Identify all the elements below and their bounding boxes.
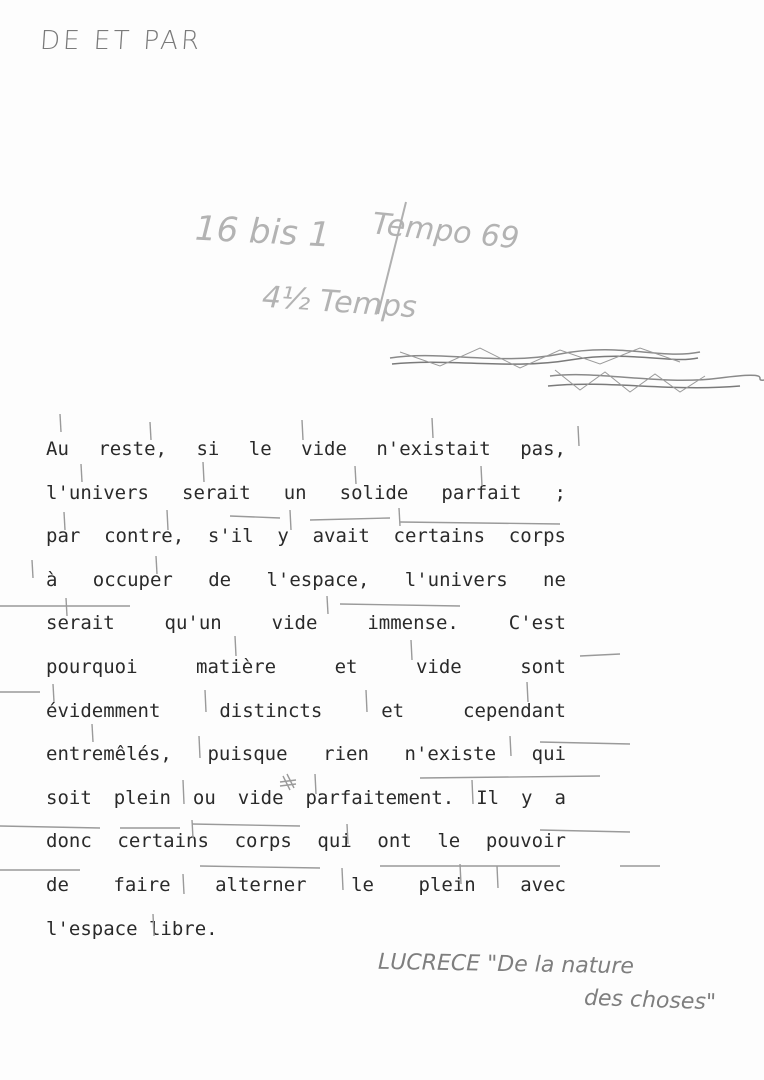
poem-line-2 xyxy=(46,478,566,522)
poem-word: à xyxy=(46,568,58,591)
bar-mark xyxy=(578,426,579,446)
poem-word: et xyxy=(334,655,358,678)
poem-word: reste, xyxy=(98,438,167,460)
poem-word: de xyxy=(208,568,232,591)
poem-word: pourquoi xyxy=(46,655,138,678)
poem-line-9 xyxy=(46,783,566,827)
poem-word: corps xyxy=(234,830,292,853)
author-name: LUCRECE xyxy=(377,949,481,977)
poem-word: donc xyxy=(46,830,92,853)
pencil-note-beats: 4½ Temps xyxy=(260,279,418,326)
poem-word: le xyxy=(437,830,461,853)
pencil-note-tempo: Tempo 69 xyxy=(370,206,521,257)
poem-word: l'espace xyxy=(46,917,138,940)
poem-word: sont xyxy=(520,655,566,678)
poem-line-3 xyxy=(46,521,566,565)
poem-word: soit xyxy=(46,786,92,809)
poem-word: de xyxy=(46,873,69,896)
poem-word: certains xyxy=(117,830,209,853)
poem-word: alterner xyxy=(215,873,307,896)
poem-word: vide xyxy=(415,655,462,678)
poem-word: occuper xyxy=(92,568,173,591)
poem-word: plein xyxy=(418,873,476,896)
poem-word: corps xyxy=(508,525,566,548)
poem-word: plein xyxy=(113,786,171,809)
poem-word: puisque xyxy=(207,743,288,766)
poem-word: faire xyxy=(113,873,171,896)
poem-word: avait xyxy=(312,525,370,548)
poem-line-10 xyxy=(46,826,566,870)
poem-word: matière xyxy=(196,655,277,678)
poem-line-11 xyxy=(46,870,566,914)
poem-text xyxy=(46,434,566,957)
poem-line-5 xyxy=(46,608,566,652)
poem-word: le xyxy=(351,873,374,896)
poem-word: n'existait xyxy=(376,438,491,460)
poem-word: parfaitement. xyxy=(305,786,455,809)
poem-word: avec xyxy=(520,873,566,896)
poem-word: Il xyxy=(476,786,500,809)
pencil-divider-stroke xyxy=(366,198,426,318)
poem-word: ou xyxy=(192,786,216,809)
poem-word: serait xyxy=(46,612,115,635)
poem-word: C'est xyxy=(508,612,566,635)
poem-word: pas, xyxy=(520,438,566,460)
poem-word: et xyxy=(381,699,405,722)
poem-word: distincts xyxy=(219,699,323,722)
poem-word: a xyxy=(554,786,566,809)
header-handwritten-note: DE ET PAR xyxy=(38,26,204,56)
poem-word: l'espace, xyxy=(266,568,370,591)
poem-word: libre. xyxy=(148,917,218,940)
poem-word: parfait xyxy=(441,481,522,504)
attribution-work-line2: des choses" xyxy=(583,985,717,1016)
poem-word: entremêlés, xyxy=(46,743,172,766)
poem-word: vide xyxy=(301,438,347,460)
poem-word: serait xyxy=(182,481,251,504)
poem-word: immense. xyxy=(367,612,459,635)
poem-word: contre, xyxy=(104,525,185,548)
work-title-part1: "De la nature xyxy=(486,951,635,980)
poem-line-1 xyxy=(46,434,566,478)
poem-word: rien xyxy=(323,743,369,766)
bar-mark xyxy=(60,414,61,432)
poem-word: s'il xyxy=(207,525,254,548)
poem-word: qui xyxy=(531,743,566,766)
poem-word: qu'un xyxy=(164,612,222,635)
poem-word: par xyxy=(46,525,81,548)
crossed-out-scribble xyxy=(380,330,764,410)
poem-word: y xyxy=(277,525,289,548)
poem-word: évidemment xyxy=(46,699,161,722)
poem-word: ne xyxy=(543,568,566,591)
poem-word: si xyxy=(196,438,220,460)
poem-line-7 xyxy=(46,696,566,740)
poem-word: le xyxy=(248,438,272,460)
poem-word: vide xyxy=(237,786,284,809)
poem-line-4 xyxy=(46,565,566,609)
poem-word: certains xyxy=(393,525,486,548)
attribution-author xyxy=(378,950,634,979)
pencil-note-bars: 16 bis 1 xyxy=(194,208,332,256)
poem-word: l'univers xyxy=(46,481,149,504)
poem-line-6 xyxy=(46,652,566,696)
poem-word: y xyxy=(521,786,533,809)
poem-word: Au xyxy=(46,438,69,460)
poem-line-8 xyxy=(46,739,566,783)
pencil-line xyxy=(580,654,620,656)
bar-mark xyxy=(32,560,33,578)
poem-word: pouvoir xyxy=(485,830,566,853)
poem-line-12 xyxy=(46,914,566,958)
poem-word: n'existe xyxy=(404,743,497,766)
poem-word: ; xyxy=(554,481,566,504)
poem-word: solide xyxy=(339,481,409,504)
poem-word: un xyxy=(283,481,307,504)
poem-word: cependant xyxy=(463,699,566,722)
poem-word: vide xyxy=(271,612,318,635)
poem-word: l'univers xyxy=(404,568,508,591)
poem-word: qui xyxy=(317,830,352,853)
poem-word: ont xyxy=(377,830,412,853)
